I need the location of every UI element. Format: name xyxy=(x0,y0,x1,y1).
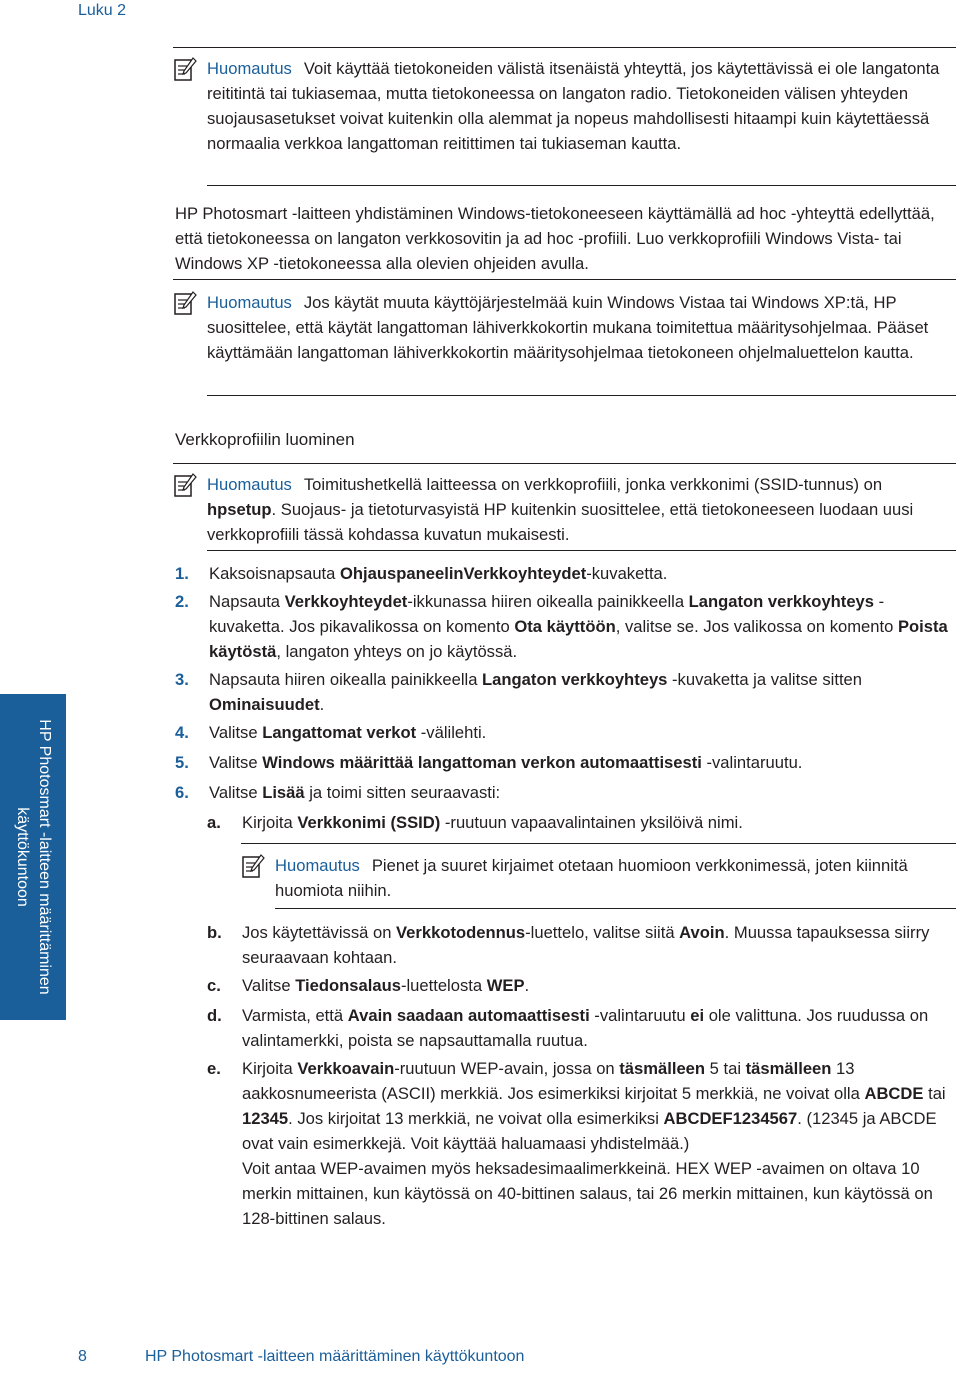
step-number: 1. xyxy=(175,564,189,583)
step-bold: täsmälleen xyxy=(619,1059,706,1078)
substep-letter: b. xyxy=(207,923,222,942)
step-text: Kaksoisnapsauta xyxy=(209,564,340,583)
step-bold: Avain saadaan automaattisesti xyxy=(347,1006,590,1025)
step-text: ja toimi sitten seuraavasti: xyxy=(304,783,501,802)
note-icon xyxy=(173,290,197,316)
step-bold: Lisää xyxy=(262,783,305,802)
step-bold: Ota käyttöön xyxy=(514,617,616,636)
substep-letter: a. xyxy=(207,813,221,832)
step-bold: Langaton verkkoyhteys xyxy=(688,592,875,611)
note-2 xyxy=(207,290,959,365)
substep-letter: c. xyxy=(207,976,221,995)
step-text: -kuvaketta. xyxy=(586,564,668,583)
note-label: Huomautus xyxy=(207,59,292,78)
step-text: -välilehti. xyxy=(416,723,487,742)
step-bold: WEP xyxy=(486,976,525,995)
step-text: Valitse xyxy=(242,976,296,995)
note-bottom-rule xyxy=(207,185,956,186)
step-text: -luettelosta xyxy=(400,976,487,995)
step-text: -valintaruutu. xyxy=(701,753,803,772)
step-text: -valintaruutu xyxy=(589,1006,691,1025)
note-top-rule xyxy=(173,279,956,280)
note-body: Voit käyttää tietokoneiden välistä itsenäistä yhteyttä, jos käytettävissä ei ole langatonta reititintä tai tukiasemaa, mutta tietokoneessa on langaton radio. Tietokoneiden välisen yhteyden suojausasetukset voivat kuitenkin olla alemmat ja nopeus mahdollisesti hitaampi kuin käytettäessä normaalia verkkoa langattoman reitittimen tai tukiaseman kautta. xyxy=(207,59,940,153)
step-number: 3. xyxy=(175,670,189,689)
step-bold: Poista käytöstä xyxy=(209,617,948,661)
note-label: Huomautus xyxy=(207,293,292,312)
step-text: , langaton yhteys on jo käytössä. xyxy=(276,642,518,661)
note-icon xyxy=(173,472,197,498)
step-text: . Muussa tapauksessa siirry seuraavaan kohtaan. xyxy=(242,923,930,967)
step-text: -ikkunassa hiiren oikealla painikkeella xyxy=(407,592,689,611)
step-bold: Verkkonimi (SSID) xyxy=(297,813,441,832)
note-4 xyxy=(275,853,955,903)
step-bold: Tiedonsalaus xyxy=(295,976,401,995)
step-text: Kirjoita xyxy=(242,813,298,832)
note-bottom-rule xyxy=(207,550,956,551)
step-bold: Verkkotodennus xyxy=(396,923,526,942)
side-tab-text: HP Photosmart -laitteen määrittäminen käyttökuntoon xyxy=(14,719,53,995)
note-1 xyxy=(207,56,957,156)
step-bold: Avoin xyxy=(679,923,725,942)
step-text: -kuvaketta ja valitse sitten xyxy=(667,670,863,689)
step-text: ole valittuna. Jos ruudussa on valintamerkki, poista se napsauttamalla ruutua. xyxy=(242,1006,929,1050)
step-text: . (12345 ja ABCDE ovat vain esimerkkejä. Voit käyttää haluamaasi yhdistelmää.) xyxy=(242,1109,937,1153)
substep-letter: e. xyxy=(207,1059,221,1078)
note-label: Huomautus xyxy=(207,475,292,494)
step-text: 13 aakkosnumeerista (ASCII) merkkiä. Jos esimerkiksi kirjoitat 5 merkkiä, ne voivat olla xyxy=(242,1059,865,1103)
step-bold: Langaton verkkoyhteys xyxy=(482,670,668,689)
note-bottom-rule xyxy=(275,908,956,909)
note-3 xyxy=(207,472,952,547)
step-text: Jos käytettävissä on xyxy=(242,923,397,942)
step-text: -ruutuun WEP-avain, jossa on xyxy=(394,1059,620,1078)
step-text: -luettelo, valitse siitä xyxy=(525,923,680,942)
note-bottom-rule xyxy=(207,395,956,396)
step-text: . xyxy=(524,976,530,995)
step-bold: Ominaisuudet xyxy=(209,695,320,714)
substep-extra: Voit antaa WEP-avaimen myös heksadesimaalimerkkeinä. HEX WEP -avaimen on oltava 10 merkin mittainen, kun käytössä on 40-bittinen salaus, tai 26 merkin mittainen, kun käytössä on 128-bittinen salaus. xyxy=(242,1159,933,1228)
section-heading: Verkkoprofiilin luominen xyxy=(175,430,355,449)
note-icon xyxy=(173,56,197,82)
step-number: 5. xyxy=(175,753,189,772)
intro-paragraph: HP Photosmart -laitteen yhdistäminen Windows-tietokoneeseen käyttämällä ad hoc -yhteyttä edellyttää, että tietokoneessa on langaton verkkosovitin ja ad hoc -profiili. Luo verkkoprofiili Windows Vista- tai Windows XP -tietokoneessa alla olevien ohjeiden avulla. xyxy=(175,204,935,273)
step-text: Valitse xyxy=(209,723,263,742)
step-text: . xyxy=(319,695,325,714)
step-text: Valitse xyxy=(209,753,263,772)
step-text: 5 tai xyxy=(705,1059,746,1078)
step-bold: 12345 xyxy=(242,1109,289,1128)
step-bold: ABCDE xyxy=(864,1084,924,1103)
step-text: tai xyxy=(923,1084,946,1103)
note-body-a: Toimitushetkellä laitteessa on verkkoprofiili, jonka verkkonimi (SSID-tunnus) on xyxy=(303,475,883,494)
note-label: Huomautus xyxy=(275,856,360,875)
note-body-bold: hpsetup xyxy=(207,500,272,519)
note-top-rule xyxy=(173,463,956,464)
note-body: Pienet ja suuret kirjaimet otetaan huomioon verkkonimessä, joten kiinnitä huomiota niihin. xyxy=(275,856,908,900)
step-number: 4. xyxy=(175,723,189,742)
step-text: . Jos kirjoitat 13 merkkiä, ne voivat olla esimerkiksi xyxy=(288,1109,664,1128)
step-text: -ruutuun vapaavalintainen yksilöivä nimi. xyxy=(440,813,743,832)
footer-title: HP Photosmart -laitteen määrittäminen käyttökuntoon xyxy=(145,1348,525,1365)
note-icon xyxy=(241,853,265,879)
step-text: , valitse se. Jos valikossa on komento xyxy=(615,617,898,636)
step-text: Napsauta xyxy=(209,592,285,611)
step-number: 6. xyxy=(175,783,189,802)
step-text: Varmista, että xyxy=(242,1006,348,1025)
step-text: -kuvaketta. Jos pikavalikossa on komento xyxy=(209,592,885,636)
note-top-rule xyxy=(173,47,956,48)
step-bold: Verkkoavain xyxy=(297,1059,395,1078)
chapter-label: Luku 2 xyxy=(78,2,127,19)
step-bold: ei xyxy=(690,1006,705,1025)
step-number: 2. xyxy=(175,592,189,611)
note-top-rule xyxy=(241,843,956,844)
step-bold: OhjauspaneelinVerkkoyhteydet xyxy=(340,564,587,583)
note-body: Jos käytät muuta käyttöjärjestelmää kuin Windows Vistaa tai Windows XP:tä, HP suosittelee, että käytät langattoman lähiverkkokortin mukana toimitettua määritysohjelmaa. Pääset käyttämään langattoman lähiverkkokortin määritysohjelmaa tietokoneen ohjelmaluettelon kautta. xyxy=(207,293,929,362)
step-text: Valitse xyxy=(209,783,263,802)
step-text: Napsauta hiiren oikealla painikkeella xyxy=(209,670,483,689)
note-body-b: . Suojaus- ja tietoturvasyistä HP kuitenkin suosittelee, että tietokoneeseen luodaan uusi verkkoprofiili tässä kohdassa kuvatun mukaisesti. xyxy=(207,500,914,544)
step-bold: Verkkoyhteydet xyxy=(284,592,408,611)
page-number: 8 xyxy=(78,1348,87,1365)
substep-letter: d. xyxy=(207,1006,222,1025)
step-bold: täsmälleen xyxy=(745,1059,832,1078)
step-bold: Windows määrittää langattoman verkon automaattisesti xyxy=(262,753,702,772)
step-text: Kirjoita xyxy=(242,1059,298,1078)
step-bold: ABCDEF1234567 xyxy=(663,1109,798,1128)
chapter-side-tab xyxy=(0,694,66,1020)
step-bold: Langattomat verkot xyxy=(262,723,417,742)
